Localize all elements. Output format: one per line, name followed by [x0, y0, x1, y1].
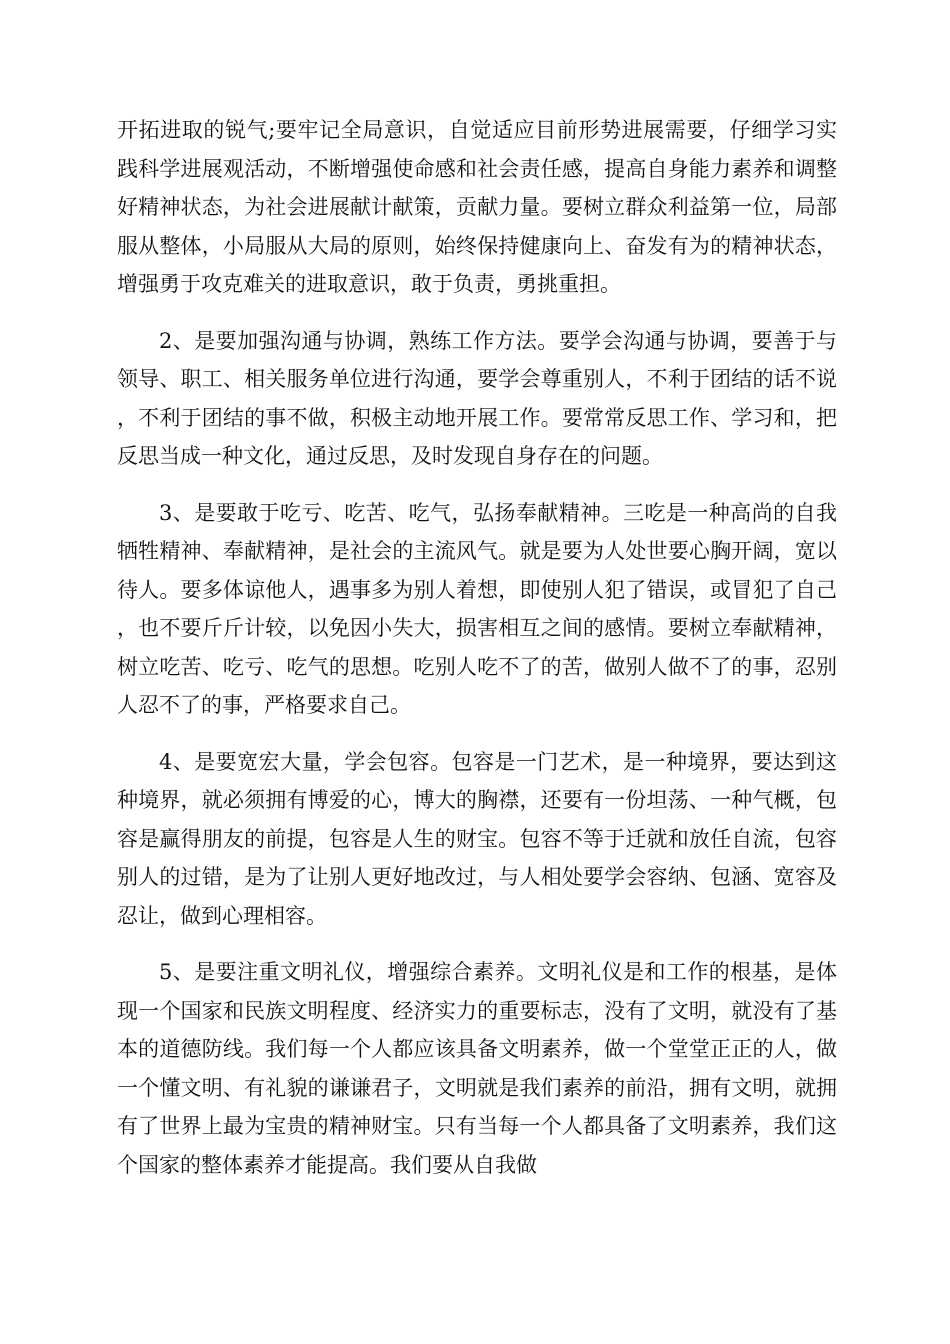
document-body	[117, 111, 837, 1202]
paragraph-3: 3、是要敢于吃亏、吃苦、吃气，弘扬奉献精神。三吃是一种高尚的自我牺牲精神、奉献精神，是社会的主流风气。就是要为人处世要心胸开阔，宽以待人。要多体谅他人，遇事多为别人着想，即使别人犯了错误，或冒犯了自己，也不要斤斤计较，以免因小失大，损害相互之间的感情。要树立奉献精神，树立吃苦、吃亏、吃气的思想。吃别人吃不了的苦，做别人做不了的事，忍别人忍不了的事，严格要求自己。	[117, 500, 837, 717]
paragraph-5: 5、是要注重文明礼仪，增强综合素养。文明礼仪是和工作的根基，是体现一个国家和民族文明程度、经济实力的重要标志，没有了文明，就没有了基本的道德防线。我们每一个人都应该具备文明素养，做一个堂堂正正的人，做一个懂文明、有礼貌的谦谦君子，文明就是我们素养的前沿，拥有文明，就拥有了世界上最为宝贵的精神财宝。只有当每一个人都具备了文明素养，我们这个国家的整体素养才能提高。我们要从自我做	[117, 960, 837, 1177]
paragraph-2: 2、是要加强沟通与协调，熟练工作方法。要学会沟通与协调，要善于与领导、职工、相关服务单位进行沟通，要学会尊重别人，不利于团结的话不说，不利于团结的事不做，积极主动地开展工作。要常常反思工作、学习和，把反思当成一种文化，通过反思，及时发现自身存在的问题。	[117, 328, 837, 468]
paragraph-continuation: 开拓进取的锐气;要牢记全局意识，自觉适应目前形势进展需要，仔细学习实践科学进展观活动，不断增强使命感和社会责任感，提高自身能力素养和调整好精神状态，为社会进展献计献策，贡献力量。要树立群众利益第一位，局部服从整体，小局服从大局的原则，始终保持健康向上、奋发有为的精神状态，增强勇于攻克难关的进取意识，敢于负责，勇挑重担。	[117, 118, 837, 296]
paragraph-4: 4、是要宽宏大量，学会包容。包容是一门艺术，是一种境界，要达到这种境界，就必须拥有博爱的心，博大的胸襟，还要有一份坦荡、一种气概，包容是赢得朋友的前提，包容是人生的财宝。包容不等于迁就和放任自流，包容别人的过错，是为了让别人更好地改过，与人相处要学会容纳、包涵、宽容及忍让，做到心理相容。	[117, 749, 837, 928]
